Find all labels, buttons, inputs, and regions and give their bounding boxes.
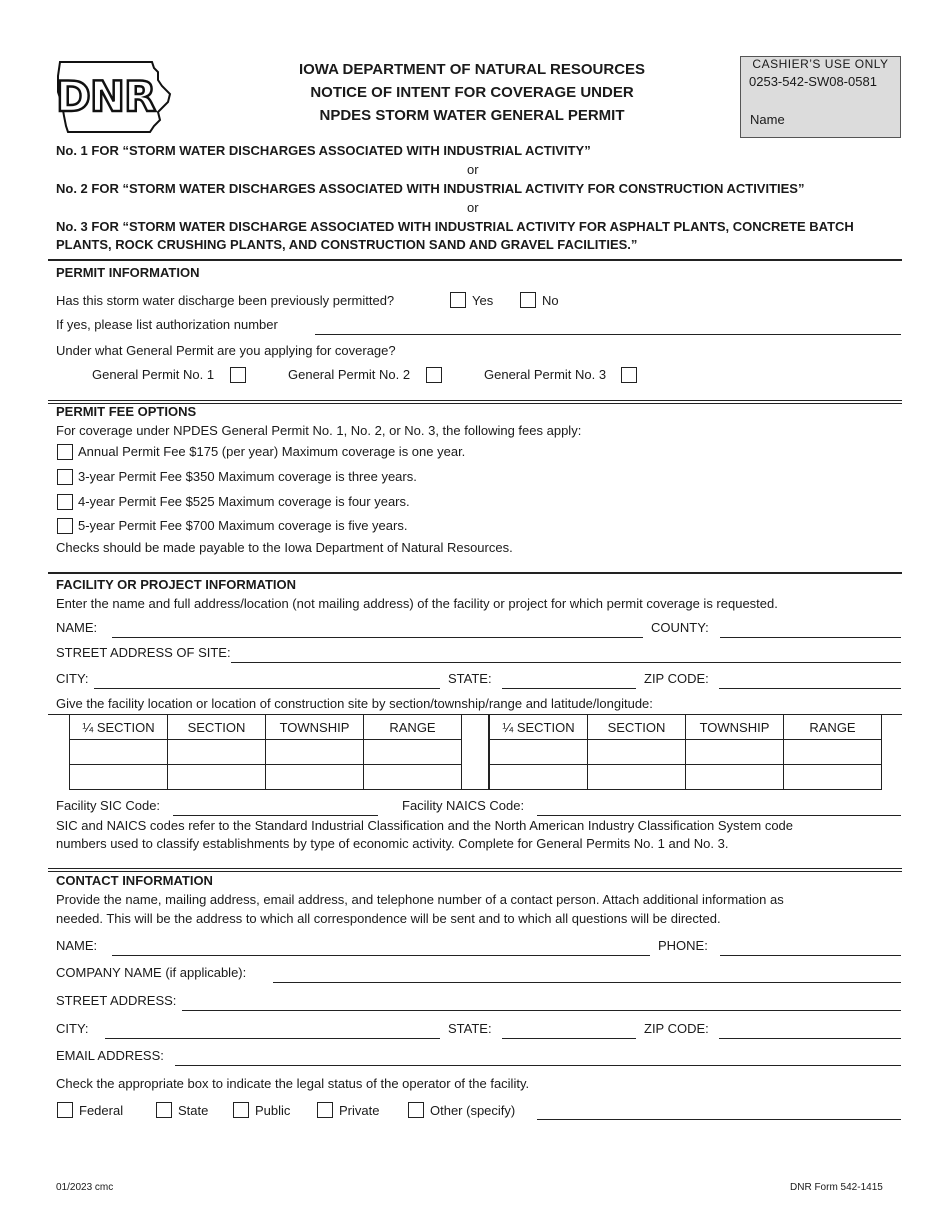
no-label: No	[542, 293, 559, 308]
cashier-title: CASHIER’S USE ONLY	[752, 57, 889, 71]
facility-street-field[interactable]	[231, 662, 901, 663]
fee-options-intro: For coverage under NPDES General Permit No. 1, No. 2, or No. 3, the following fees apply:	[56, 423, 582, 438]
cashier-code: 0253-542-SW08-0581	[749, 74, 877, 89]
yes-label: Yes	[472, 293, 494, 308]
fee-options-heading: PERMIT FEE OPTIONS	[56, 404, 197, 419]
facility-street-label: STREET ADDRESS OF SITE:	[56, 645, 231, 660]
fee-annual-label: Annual Permit Fee $175 (per year) Maximum coverage is one year.	[78, 444, 466, 459]
naics-code-label: Facility NAICS Code:	[402, 798, 525, 813]
status-other-label: Other (specify)	[430, 1103, 516, 1118]
sic-code-label: Facility SIC Code:	[56, 798, 161, 813]
facility-state-field[interactable]	[502, 688, 636, 689]
contact-state-field[interactable]	[502, 1038, 636, 1039]
contact-email-label: EMAIL ADDRESS:	[56, 1048, 164, 1063]
permit-no2-text: No. 2 FOR “STORM WATER DISCHARGES ASSOCIATED WITH INDUSTRIAL ACTIVITY FOR CONSTRUCTION ACTIVITIES”	[56, 181, 805, 196]
title-line-2: NOTICE OF INTENT FOR COVERAGE UNDER	[310, 84, 634, 101]
company-name-label: COMPANY NAME (if applicable):	[56, 965, 247, 980]
fee-3-year-label: 3-year Permit Fee $350 Maximum coverage is three years.	[78, 469, 417, 484]
contact-heading: CONTACT INFORMATION	[56, 873, 213, 888]
facility-city-field[interactable]	[94, 688, 440, 689]
authorization-number-field[interactable]	[315, 334, 901, 335]
status-federal-label: Federal	[79, 1103, 124, 1118]
which-permit-question: Under what General Permit are you applying for coverage?	[56, 343, 396, 358]
table-cell[interactable]	[588, 765, 686, 790]
general-permit-3-checkbox[interactable]	[621, 367, 637, 383]
table-cell[interactable]	[364, 740, 462, 765]
general-permit-2-label: General Permit No. 2	[288, 367, 411, 382]
table-cell[interactable]	[588, 740, 686, 765]
table-header: TOWNSHIP	[686, 715, 784, 740]
codes-note-line1: SIC and NAICS codes refer to the Standard Industrial Classification and the North American Industry Classification System code	[56, 818, 794, 833]
table-header: SECTION	[168, 715, 266, 740]
table-header: ¼ SECTION	[490, 715, 588, 740]
status-federal-checkbox[interactable]	[57, 1102, 73, 1118]
facility-county-label: COUNTY:	[651, 620, 709, 635]
general-permit-3-label: General Permit No. 3	[484, 367, 607, 382]
table-cell[interactable]	[70, 765, 168, 790]
general-permit-1-checkbox[interactable]	[230, 367, 246, 383]
section-divider	[48, 868, 902, 869]
table-cell[interactable]	[70, 740, 168, 765]
location-intro: Give the facility location or location of construction site by section/township/range and latitude/longitude:	[56, 696, 653, 711]
location-table-left	[69, 714, 462, 790]
logo-text: DNR	[56, 72, 156, 121]
permit-info-heading: PERMIT INFORMATION	[56, 265, 200, 280]
title-line-3: NPDES STORM WATER GENERAL PERMIT	[319, 107, 625, 124]
section-divider	[48, 871, 902, 872]
table-cell[interactable]	[266, 765, 364, 790]
general-permit-2-checkbox[interactable]	[426, 367, 442, 383]
table-cell[interactable]	[784, 740, 882, 765]
facility-name-field[interactable]	[112, 637, 643, 638]
facility-zip-label: ZIP CODE:	[644, 671, 709, 686]
contact-zip-field[interactable]	[719, 1038, 901, 1039]
table-cell[interactable]	[686, 740, 784, 765]
table-cell[interactable]	[168, 765, 266, 790]
contact-phone-field[interactable]	[720, 955, 901, 956]
facility-state-label: STATE:	[448, 671, 492, 686]
permit-no3-text-line1: No. 3 FOR “STORM WATER DISCHARGE ASSOCIATED WITH INDUSTRIAL ACTIVITY FOR ASPHALT PLANTS, CONCRETE BATCH	[56, 219, 854, 234]
facility-zip-field[interactable]	[719, 688, 901, 689]
cashier-use-box	[740, 56, 901, 138]
facility-city-label: CITY:	[56, 671, 89, 686]
codes-note-line2: numbers used to classify establishments by type of economic activity. Complete for General Permits No. 1 and No. 3.	[56, 836, 729, 851]
status-public-label: Public	[255, 1103, 291, 1118]
checks-payable-note: Checks should be made payable to the Iowa Department of Natural Resources.	[56, 540, 513, 555]
status-other-specify-field[interactable]	[537, 1119, 901, 1120]
facility-county-field[interactable]	[720, 637, 901, 638]
contact-name-label: NAME:	[56, 938, 98, 953]
sic-code-field[interactable]	[173, 815, 378, 816]
general-permit-1-label: General Permit No. 1	[92, 367, 215, 382]
table-cell[interactable]	[490, 740, 588, 765]
table-cell[interactable]	[266, 740, 364, 765]
contact-state-label: STATE:	[448, 1021, 492, 1036]
table-gap-divider	[461, 714, 489, 790]
facility-heading: FACILITY OR PROJECT INFORMATION	[56, 577, 297, 592]
contact-name-field[interactable]	[112, 955, 650, 956]
cashier-name-label: Name	[750, 112, 785, 127]
footer-form-number: DNR Form 542-1415	[790, 1182, 883, 1193]
status-public-checkbox[interactable]	[233, 1102, 249, 1118]
fee-3-year-checkbox[interactable]	[57, 469, 73, 485]
status-other-checkbox[interactable]	[408, 1102, 424, 1118]
status-private-checkbox[interactable]	[317, 1102, 333, 1118]
fee-5-year-checkbox[interactable]	[57, 518, 73, 534]
dnr-logo	[54, 56, 174, 134]
table-header: ¼ SECTION	[70, 715, 168, 740]
contact-street-label: STREET ADDRESS:	[56, 993, 177, 1008]
table-cell[interactable]	[168, 740, 266, 765]
section-divider	[48, 400, 902, 401]
section-divider	[48, 259, 902, 261]
title-line-1: IOWA DEPARTMENT OF NATURAL RESOURCES	[298, 61, 646, 78]
table-header: RANGE	[784, 715, 882, 740]
or-text-2: or	[467, 200, 479, 215]
authorization-number-label: If yes, please list authorization number	[56, 317, 278, 332]
fee-4-year-checkbox[interactable]	[57, 494, 73, 510]
title-block	[200, 58, 744, 127]
previously-permitted-yes-checkbox[interactable]	[450, 292, 466, 308]
fee-4-year-label: 4-year Permit Fee $525 Maximum coverage is four years.	[78, 494, 410, 509]
table-header: SECTION	[588, 715, 686, 740]
table-header: TOWNSHIP	[266, 715, 364, 740]
permit-no1-text: No. 1 FOR “STORM WATER DISCHARGES ASSOCIATED WITH INDUSTRIAL ACTIVITY”	[56, 143, 591, 158]
or-text-1: or	[467, 162, 479, 177]
status-state-checkbox[interactable]	[156, 1102, 172, 1118]
company-name-field[interactable]	[273, 982, 901, 983]
fee-annual-checkbox[interactable]	[57, 444, 73, 460]
table-cell[interactable]	[490, 765, 588, 790]
previously-permitted-no-checkbox[interactable]	[520, 292, 536, 308]
previously-permitted-question: Has this storm water discharge been previously permitted?	[56, 293, 395, 308]
location-table-right	[489, 714, 882, 790]
section-divider	[48, 572, 902, 574]
table-cell[interactable]	[784, 765, 882, 790]
contact-intro-line2: needed. This will be the address to which all correspondence will be sent and to which all questions will be directed.	[56, 911, 721, 926]
contact-phone-label: PHONE:	[658, 938, 708, 953]
contact-zip-label: ZIP CODE:	[644, 1021, 709, 1036]
table-cell[interactable]	[364, 765, 462, 790]
legal-status-question: Check the appropriate box to indicate the legal status of the operator of the facility.	[56, 1076, 530, 1091]
contact-city-label: CITY:	[56, 1021, 89, 1036]
fee-5-year-label: 5-year Permit Fee $700 Maximum coverage is five years.	[78, 518, 408, 533]
table-cell[interactable]	[686, 765, 784, 790]
facility-intro: Enter the name and full address/location (not mailing address) of the facility or project for which permit coverage is requested.	[56, 596, 778, 611]
permit-no3-text-line2: PLANTS, ROCK CRUSHING PLANTS, AND CONSTRUCTION SAND AND GRAVEL FACILITIES.”	[56, 237, 638, 252]
contact-intro-line1: Provide the name, mailing address, email address, and telephone number of a contact person. Attach additional information as	[56, 892, 784, 907]
naics-code-field[interactable]	[537, 815, 901, 816]
table-header: RANGE	[364, 715, 462, 740]
contact-street-field[interactable]	[182, 1010, 901, 1011]
facility-name-label: NAME:	[56, 620, 98, 635]
status-state-label: State	[178, 1103, 209, 1118]
contact-city-field[interactable]	[105, 1038, 440, 1039]
contact-email-field[interactable]	[175, 1065, 901, 1066]
footer-date-code: 01/2023 cmc	[56, 1182, 114, 1193]
status-private-label: Private	[339, 1103, 380, 1118]
